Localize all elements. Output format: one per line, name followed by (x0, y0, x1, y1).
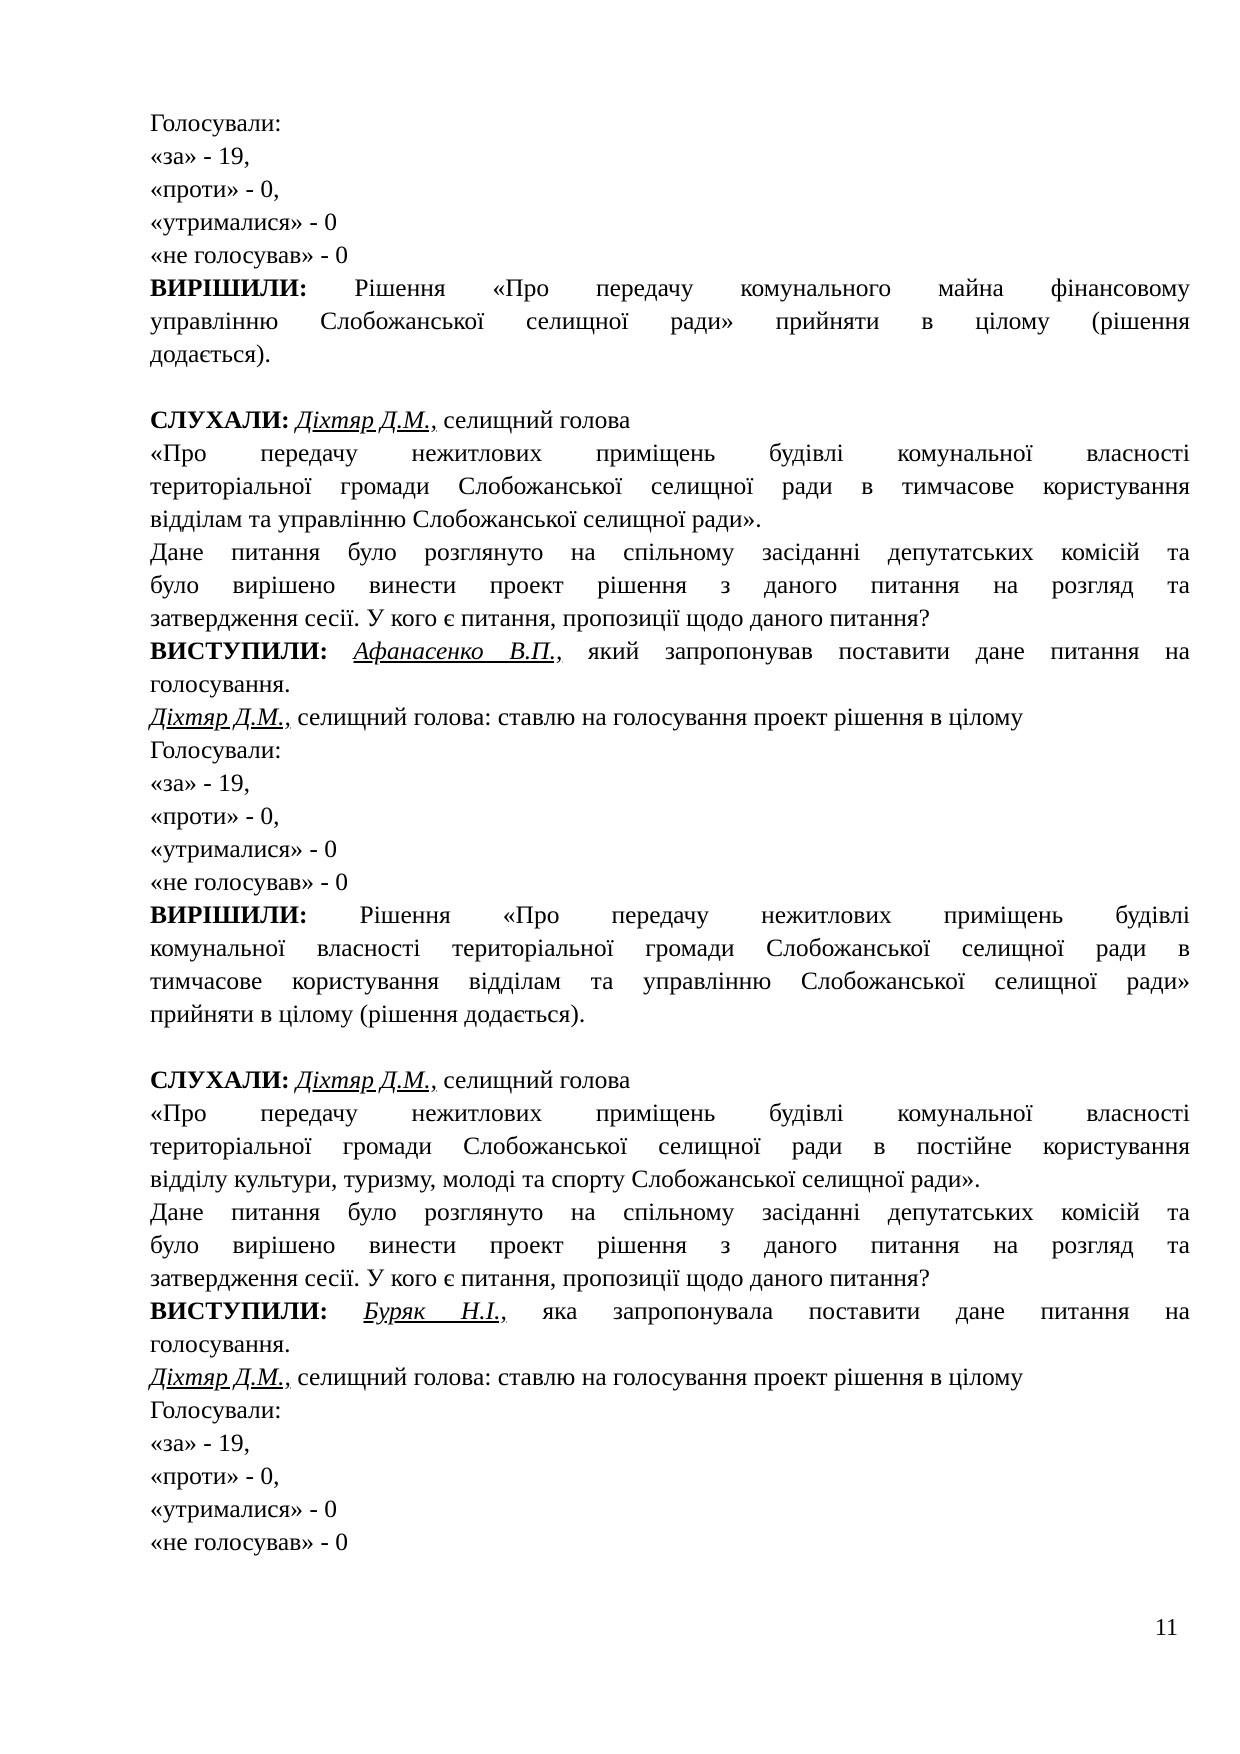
speaker-name: Буряк Н.І., (363, 1296, 507, 1325)
topic-line: відділам та управлінню Слобожанської селищної ради». (150, 504, 762, 533)
discussion-line: було вирішено винести проект рішення з даного питання на розгляд та (150, 1230, 1190, 1259)
decision-line: управлінню Слобожанської селищної ради» прийняти в цілому (рішення (150, 306, 1190, 335)
chair-name: Діхтяр Д.М., (150, 1362, 291, 1391)
topic-line: відділу культури, туризму, молоді та спорту Слобожанської селищної ради». (150, 1164, 981, 1193)
discussion-line: було вирішено винести проект рішення з даного питання на розгляд та (150, 570, 1190, 599)
topic-line: територіальної громади Слобожанської селищної ради в постійне користування (150, 1131, 1190, 1160)
chair-line: Діхтяр Д.М., селищний голова: ставлю на голосування проект рішення в цілому (150, 1362, 1024, 1391)
discussion-line: затвердження сесії. У кого є питання, пропозиції щодо даного питання? (150, 1263, 930, 1292)
vote-not-voted: «не голосував» - 0 (150, 240, 348, 269)
decision-line: комунальної власності територіальної громади Слобожанської селищної ради в (150, 933, 1190, 962)
topic-line: «Про передачу нежитлових приміщень будівлі комунальної власності (150, 438, 1190, 467)
vote-abstained: «утрималися» - 0 (150, 834, 338, 863)
heard-label: СЛУХАЛИ: (150, 1065, 290, 1094)
decision-line: прийняти в цілому (рішення додається). (150, 999, 586, 1028)
chair-name: Діхтяр Д.М., (150, 702, 291, 731)
voted-label: Голосували: (150, 1395, 282, 1424)
decision-line: ВИРІШИЛИ: Рішення «Про передачу комунального майна фінансовому (150, 273, 1190, 302)
discussion-line: Дане питання було розглянуто на спільному засіданні депутатських комісій та (150, 537, 1190, 566)
speaker-name: Афанасенко В.П., (353, 636, 563, 665)
spoke-label: ВИСТУПИЛИ: (150, 636, 328, 665)
speaker-name: Діхтяр Д.М., (296, 405, 437, 434)
topic-line: «Про передачу нежитлових приміщень будівлі комунальної власності (150, 1098, 1190, 1127)
vote-not-voted: «не голосував» - 0 (150, 1527, 348, 1556)
spoke-line: голосування. (150, 669, 291, 698)
voted-label: Голосували: (150, 108, 282, 137)
vote-abstained: «утрималися» - 0 (150, 207, 338, 236)
vote-abstained: «утрималися» - 0 (150, 1494, 338, 1523)
vote-against: «проти» - 0, (150, 801, 280, 830)
heard-line: СЛУХАЛИ: Діхтяр Д.М., селищний голова (150, 1065, 631, 1094)
topic-line: територіальної громади Слобожанської селищної ради в тимчасове користування (150, 471, 1190, 500)
chair-line: Діхтяр Д.М., селищний голова: ставлю на голосування проект рішення в цілому (150, 702, 1024, 731)
voted-label: Голосували: (150, 735, 282, 764)
decided-label: ВИРІШИЛИ: (150, 900, 308, 929)
speaker-name: Діхтяр Д.М., (296, 1065, 437, 1094)
vote-against: «проти» - 0, (150, 174, 280, 203)
spoke-line: голосування. (150, 1329, 291, 1358)
vote-for: «за» - 19, (150, 768, 251, 797)
vote-for: «за» - 19, (150, 1428, 251, 1457)
heard-line: СЛУХАЛИ: Діхтяр Д.М., селищний голова (150, 405, 631, 434)
spoke-line: ВИСТУПИЛИ: Буряк Н.І., яка запропонувала поставити дане питання на (150, 1296, 1190, 1325)
document-page (150, 106, 1190, 1558)
heard-label: СЛУХАЛИ: (150, 405, 290, 434)
vote-for: «за» - 19, (150, 141, 251, 170)
vote-not-voted: «не голосував» - 0 (150, 867, 348, 896)
decision-line: ВИРІШИЛИ: Рішення «Про передачу нежитлових приміщень будівлі (150, 900, 1190, 929)
discussion-line: Дане питання було розглянуто на спільному засіданні депутатських комісій та (150, 1197, 1190, 1226)
decided-label: ВИРІШИЛИ: (150, 273, 308, 302)
decision-line: тимчасове користування відділам та управлінню Слобожанської селищної ради» (150, 966, 1190, 995)
spoke-label: ВИСТУПИЛИ: (150, 1296, 328, 1325)
page-number: 11 (1154, 1615, 1178, 1641)
decision-line: додається). (150, 339, 271, 368)
discussion-line: затвердження сесії. У кого є питання, пропозиції щодо даного питання? (150, 603, 930, 632)
spoke-line: ВИСТУПИЛИ: Афанасенко В.П., який запропонував поставити дане питання на (150, 636, 1190, 665)
vote-against: «проти» - 0, (150, 1461, 280, 1490)
